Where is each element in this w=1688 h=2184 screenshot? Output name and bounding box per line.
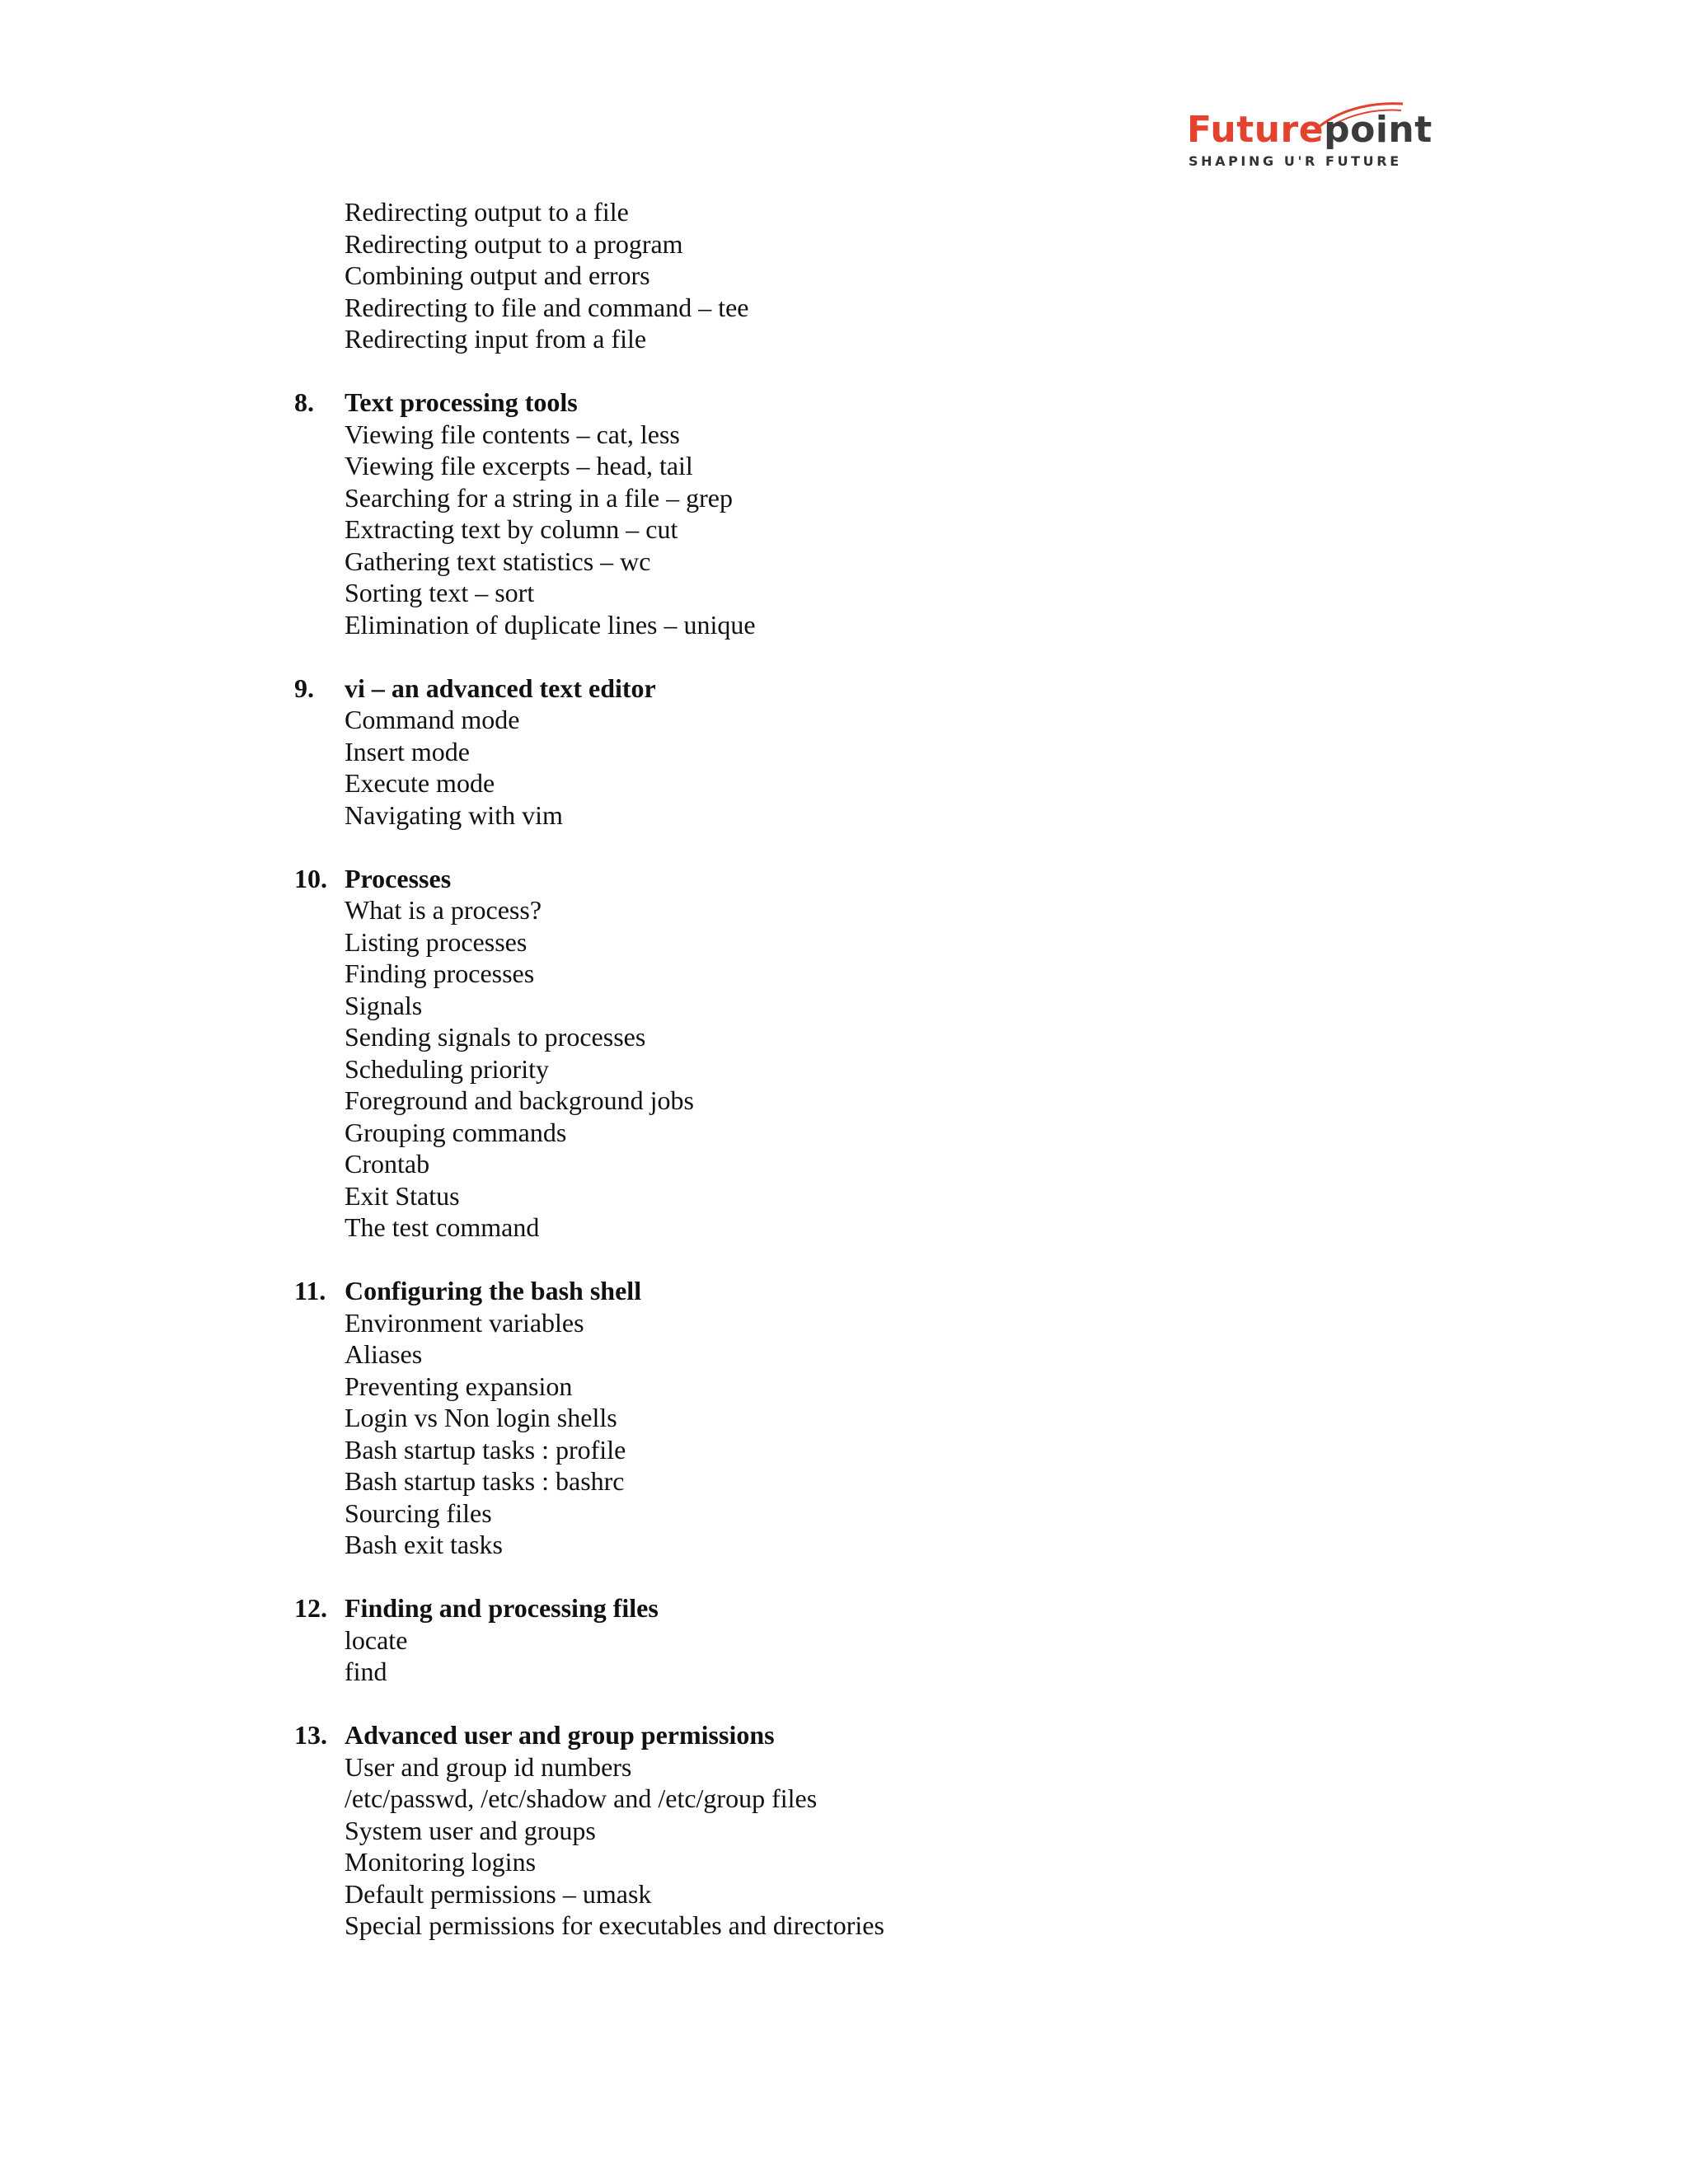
section-item: Sending signals to processes (345, 1022, 646, 1052)
section-item: Execute mode (345, 768, 495, 798)
section-item: /etc/passwd, /etc/shadow and /etc/group files (345, 1783, 818, 1813)
section-item: System user and groups (345, 1815, 596, 1845)
section-item: Foreground and background jobs (345, 1085, 694, 1115)
intro-item: Redirecting input from a file (345, 324, 647, 354)
logo-tagline: SHAPING U'R FUTURE (1189, 153, 1402, 169)
section-spacer (0, 640, 1688, 673)
section-item: Exit Status (345, 1180, 460, 1211)
section-item: Default permissions – umask (345, 1878, 652, 1909)
section-item: Elimination of duplicate lines – unique (345, 609, 756, 640)
section-number: 12. (294, 1593, 327, 1623)
section-heading (0, 1275, 1688, 1307)
section-item: Crontab (345, 1149, 430, 1179)
section-title: vi – an advanced text editor (345, 673, 656, 703)
section-item: find (345, 1657, 387, 1686)
section-item: Aliases (345, 1339, 423, 1369)
section-item: Special permissions for executables and directories (345, 1910, 884, 1940)
section-number: 10. (294, 863, 327, 893)
section-item: Sourcing files (345, 1497, 492, 1528)
section-number: 13. (294, 1720, 327, 1750)
section-title: Text processing tools (345, 387, 578, 417)
section-item: Preventing expansion (345, 1371, 573, 1401)
intro-item: Redirecting to file and command – tee (345, 292, 749, 322)
section-item: User and group id numbers (345, 1751, 632, 1782)
section-item: Environment variables (345, 1307, 584, 1338)
section-item: Navigating with vim (345, 799, 563, 830)
section-item: Bash exit tasks (345, 1530, 503, 1559)
section-item: locate (345, 1624, 408, 1655)
section-item: Command mode (345, 705, 520, 734)
section-item: Listing processes (345, 926, 528, 957)
logo-wordmark (1187, 109, 1432, 151)
section-number: 9. (294, 673, 314, 703)
section-item: Gathering text statistics – wc (345, 546, 651, 576)
course-outline (0, 196, 1688, 1942)
section-title: Processes (345, 863, 452, 893)
section-heading (0, 863, 1688, 895)
section-item: The test command (345, 1212, 540, 1242)
section-spacer (0, 355, 1688, 387)
section-heading (0, 387, 1688, 419)
section-item: Grouping commands (345, 1117, 567, 1147)
section-item: Signals (345, 990, 423, 1020)
section-item: Insert mode (345, 736, 470, 766)
section-heading (0, 1719, 1688, 1751)
section-item: Monitoring logins (345, 1847, 537, 1877)
intro-item: Redirecting output to a program (345, 228, 683, 259)
section-spacer (0, 831, 1688, 863)
intro-item: Redirecting output to a file (345, 197, 629, 227)
section-spacer (0, 1561, 1688, 1593)
section-number: 11. (294, 1276, 326, 1305)
section-item: Searching for a string in a file – grep (345, 482, 733, 513)
section-item: Viewing file excerpts – head, tail (345, 451, 693, 480)
section-heading (0, 673, 1688, 705)
section-item: Finding processes (345, 958, 535, 988)
section-item: Bash startup tasks : bashrc (345, 1466, 625, 1496)
section-number: 8. (294, 387, 314, 417)
section-item: Login vs Non login shells (345, 1403, 617, 1432)
section-item: Bash startup tasks : profile (345, 1434, 626, 1465)
section-spacer (0, 1244, 1688, 1276)
section-item: Sorting text – sort (345, 578, 535, 607)
section-item: What is a process? (345, 895, 542, 925)
section-item: Scheduling priority (345, 1053, 549, 1084)
section-heading (0, 1592, 1688, 1624)
section-spacer (0, 1688, 1688, 1720)
section-title: Finding and processing files (345, 1593, 659, 1623)
intro-item: Combining output and errors (345, 260, 650, 290)
section-title: Advanced user and group permissions (345, 1720, 775, 1750)
logo-word-future: Future (1187, 109, 1325, 151)
futurepoint-logo (1187, 105, 1432, 171)
section-title: Configuring the bash shell (345, 1276, 642, 1305)
section-item: Viewing file contents – cat, less (345, 419, 680, 449)
section-item: Extracting text by column – cut (345, 514, 678, 544)
logo-word-point: point (1324, 109, 1432, 151)
